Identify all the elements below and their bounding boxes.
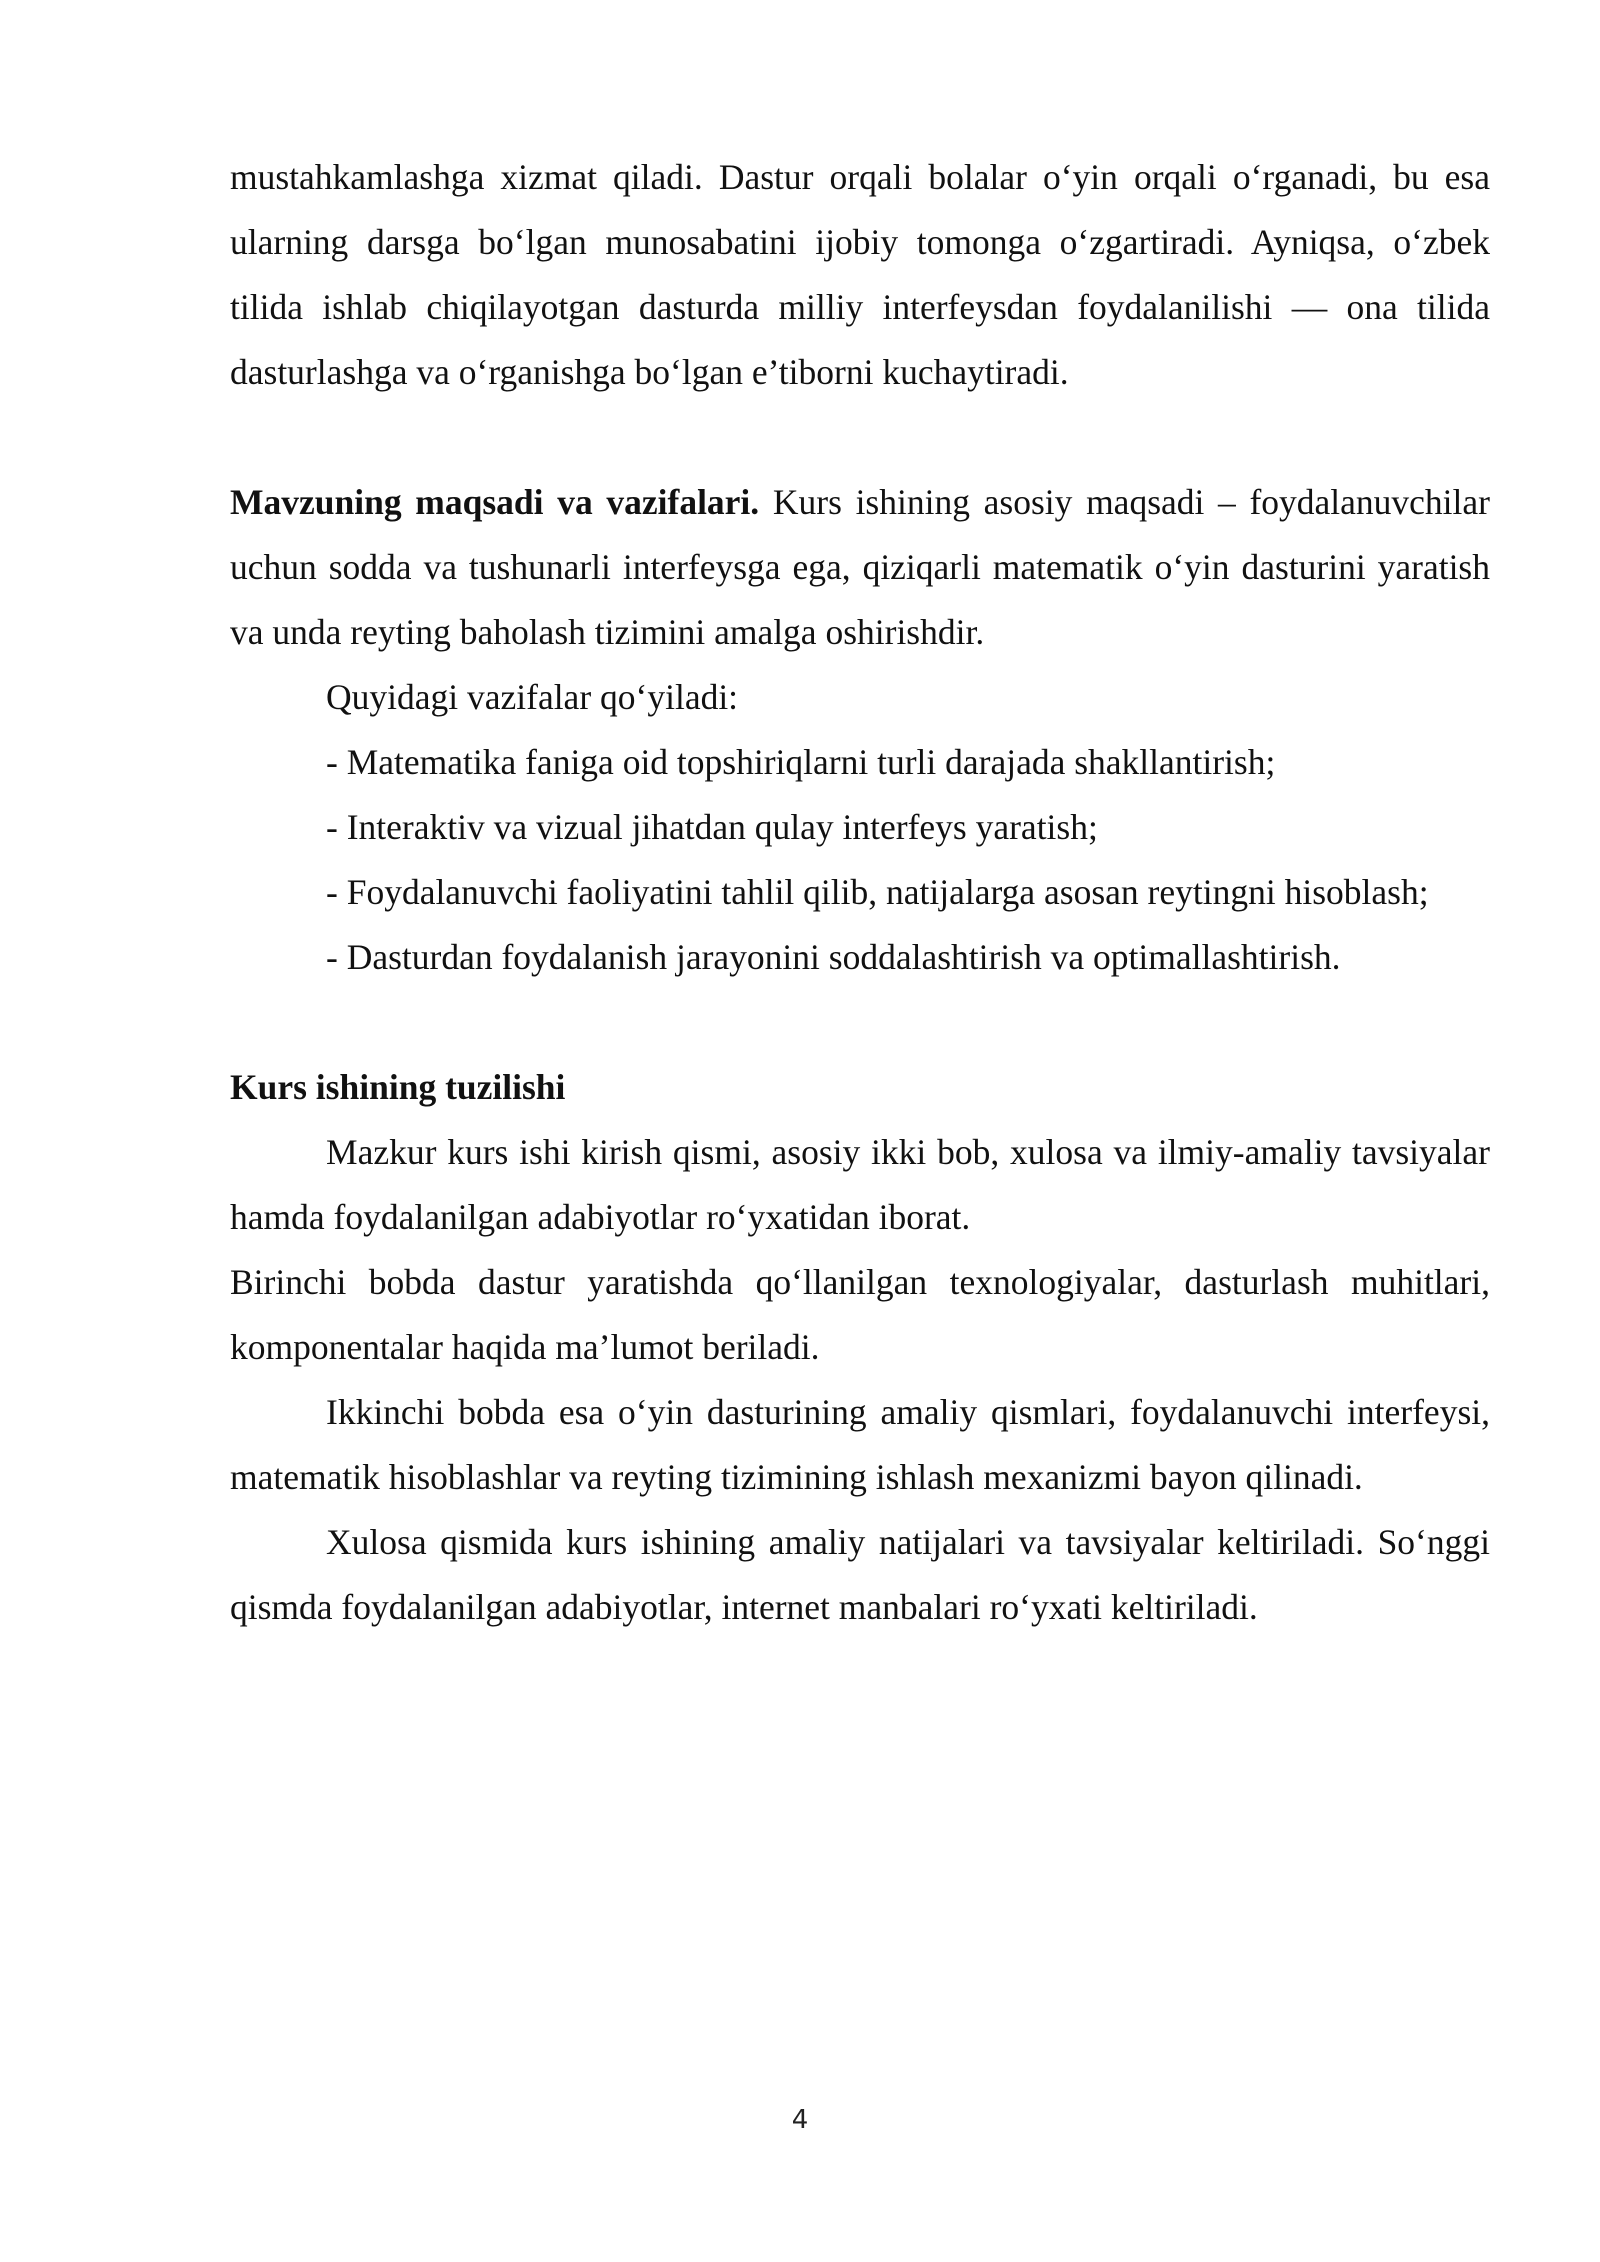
goals-heading: Mavzuning maqsadi va vazifalari. (230, 482, 760, 522)
task-item-1: - Matematika faniga oid topshiriqlarni turli darajada shakllantirish; (326, 742, 1276, 782)
page-number: 4 (791, 2105, 809, 2135)
task-item-4: - Dasturdan foydalanish jarayonini soddalashtirish va optimallashtirish. (326, 937, 1341, 977)
intro-continuation-paragraph: mustahkamlashga xizmat qiladi. Dastur orqali bolalar o‘yin orqali o‘rganadi, bu esa ularning darsga bo‘lgan munosabatini ijobiy tomonga o‘zgartiradi. Ayniqsa, o‘zbek tilida ishlab chiqilayotgan dasturda milliy interfeysdan foydalanilishi — ona tilida dasturlashga va o‘rganishga bo‘lgan e’tiborni kuchaytiradi. (230, 157, 1490, 392)
structure-paragraph-3: Ikkinchi bobda esa o‘yin dasturining amaliy qismlari, foydalanuvchi interfeysi, matematik hisoblashlar va reyting tizimining ishlash mexanizmi bayon qilinadi. (230, 1392, 1490, 1497)
page-content (230, 145, 1490, 1640)
structure-paragraph-1: Mazkur kurs ishi kirish qismi, asosiy ikki bob, xulosa va ilmiy-amaliy tavsiyalar hamda foydalanilgan adabiyotlar ro‘yxatidan iborat. (230, 1132, 1490, 1237)
spacer (230, 990, 1490, 1055)
structure-paragraph-4: Xulosa qismida kurs ishining amaliy natijalari va tavsiyalar keltiriladi. So‘nggi qismda foydalanilgan adabiyotlar, internet manbalari ro‘yxati keltiriladi. (230, 1522, 1490, 1627)
structure-heading: Kurs ishining tuzilishi (230, 1067, 566, 1107)
goals-paragraph (230, 470, 1490, 665)
task-item-2: - Interaktiv va vizual jihatdan qulay interfeys yaratish; (326, 807, 1098, 847)
tasks-intro: Quyidagi vazifalar qo‘yiladi: (326, 677, 739, 717)
structure-paragraph-2: Birinchi bobda dastur yaratishda qo‘llanilgan texnologiyalar, dasturlash muhitlari, komponentalar haqida ma’lumot beriladi. (230, 1262, 1490, 1367)
task-item-3: - Foydalanuvchi faoliyatini tahlil qilib, natijalarga asosan reytingni hisoblash; (326, 872, 1429, 912)
spacer (230, 405, 1490, 470)
goals-text: Kurs ishining asosiy maqsadi – foydalanuvchilar uchun sodda va tushunarli interfeysga ega, qiziqarli matematik o‘yin dasturini yaratish va unda reyting baholash tizimini amalga oshirishdir. (230, 482, 1490, 652)
